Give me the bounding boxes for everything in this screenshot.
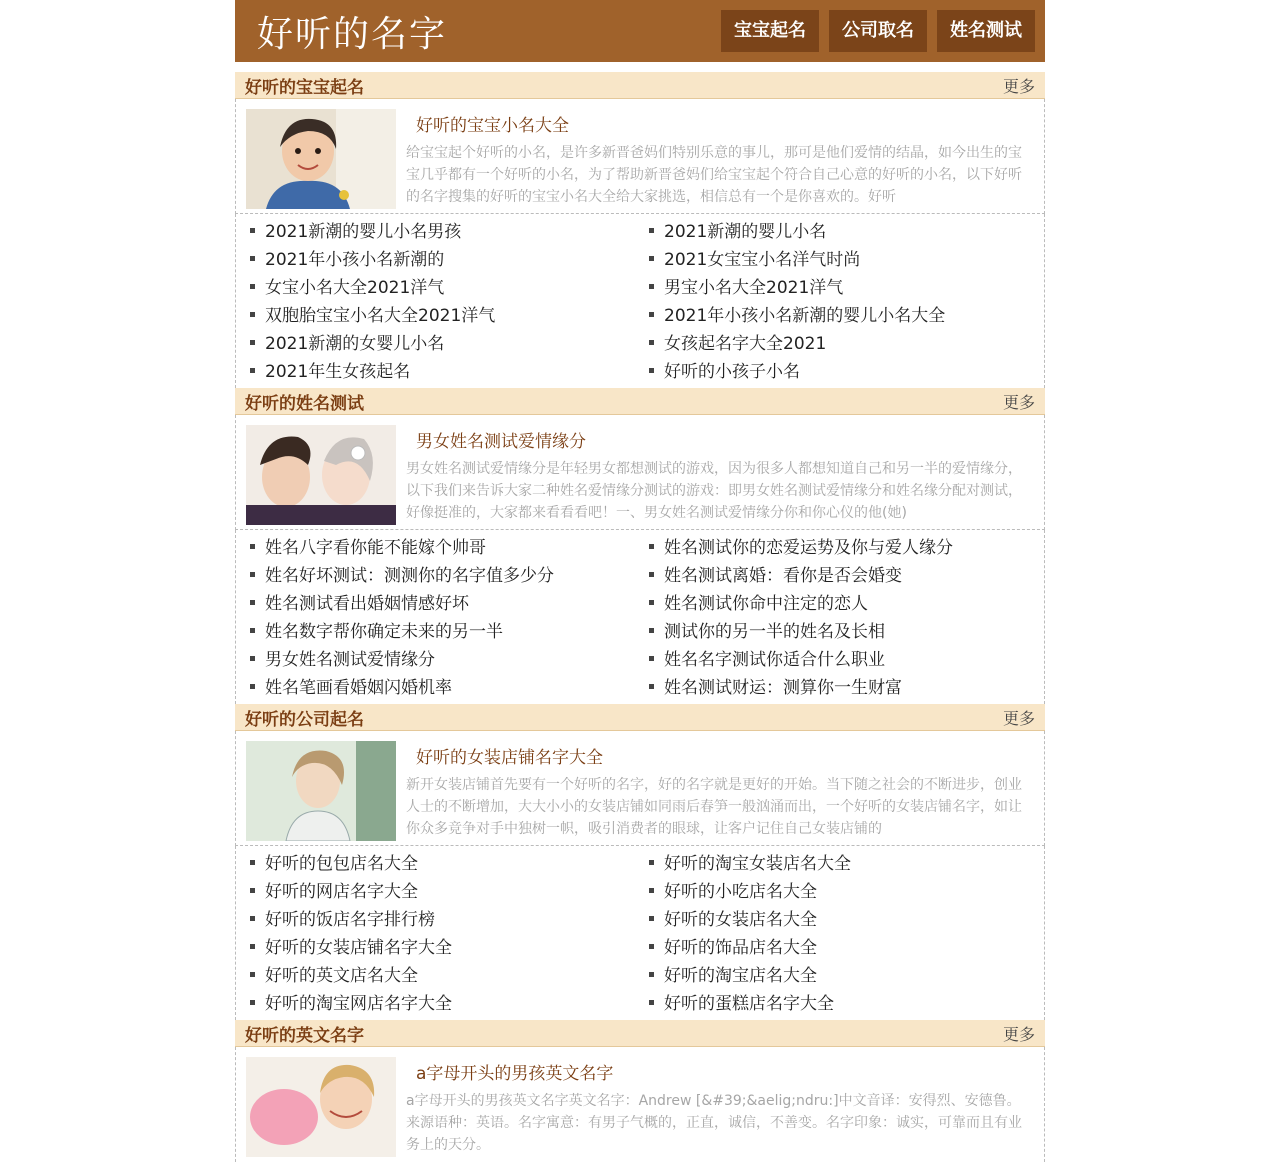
section-company-naming	[235, 704, 1045, 1020]
more-link[interactable]: 更多	[1002, 1024, 1035, 1044]
list-item[interactable]: 姓名测试看出婚姻情感好坏	[250, 590, 649, 618]
list-item[interactable]: 女宝小名大全2021洋气	[250, 274, 649, 302]
article-thumbnail[interactable]	[246, 425, 396, 525]
list-item[interactable]: 双胞胎宝宝小名大全2021洋气	[250, 302, 649, 330]
more-link[interactable]: 更多	[1002, 708, 1035, 728]
featured-article	[235, 1047, 1045, 1162]
article-summary: 新开女装店铺首先要有一个好听的名字，好的名字就是更好的开始。当下随之社会的不断进步，创业人士的不断增加，大大小小的女装店铺如同雨后春笋一般汹涌而出，一个好听的女装店铺名字，如让你众多竞争对手中独树一帜，吸引消费者的眼球，让客户记住自己女装店铺的	[406, 777, 1022, 837]
section-title: 好听的英文名字	[245, 1025, 364, 1046]
list-item[interactable]: 好听的小吃店名大全	[649, 878, 1029, 906]
list-item[interactable]: 男宝小名大全2021洋气	[649, 274, 1029, 302]
list-item[interactable]: 姓名测试财运：测算你一生财富	[649, 674, 1029, 702]
featured-article	[235, 415, 1045, 530]
section-header	[235, 388, 1045, 415]
list-item[interactable]: 2021新潮的女婴儿小名	[250, 330, 649, 358]
section-header	[235, 704, 1045, 731]
list-item[interactable]: 2021新潮的婴儿小名男孩	[250, 218, 649, 246]
list-item[interactable]: 姓名好坏测试：测测你的名字值多少分	[250, 562, 649, 590]
list-item[interactable]: 好听的蛋糕店名字大全	[649, 990, 1029, 1018]
list-item[interactable]: 2021年小孩小名新潮的婴儿小名大全	[649, 302, 1029, 330]
list-item[interactable]: 姓名笔画看婚姻闪婚机率	[250, 674, 649, 702]
list-item[interactable]: 测试你的另一半的姓名及长相	[649, 618, 1029, 646]
list-item[interactable]: 女孩起名字大全2021	[649, 330, 1029, 358]
article-thumbnail[interactable]	[246, 1057, 396, 1157]
list-item[interactable]: 姓名测试你命中注定的恋人	[649, 590, 1029, 618]
article-summary: a字母开头的男孩英文名字英文名字：Andrew [&#39;&aelig;ndru:]中文音译：安得烈、安德鲁。来源语种：英语。名字寓意：有男子气概的，正直，诚信，不善变。名字印象：诚实，可靠而且有业务上的天分。	[406, 1093, 1022, 1153]
article-body	[406, 425, 1034, 529]
list-item[interactable]: 好听的淘宝女装店名大全	[649, 850, 1029, 878]
article-body	[406, 741, 1034, 845]
main-nav	[721, 10, 1045, 52]
list-item[interactable]: 好听的饭店名字排行榜	[250, 906, 649, 934]
list-item[interactable]: 姓名测试你的恋爱运势及你与爱人缘分	[649, 534, 1029, 562]
section-title: 好听的姓名测试	[245, 393, 364, 414]
list-item[interactable]: 2021年小孩小名新潮的	[250, 246, 649, 274]
list-item[interactable]: 好听的淘宝店名大全	[649, 962, 1029, 990]
section-baby-naming	[235, 72, 1045, 388]
article-title[interactable]: 好听的宝宝小名大全	[416, 116, 569, 136]
article-thumbnail[interactable]	[246, 741, 396, 841]
article-body	[406, 109, 1034, 213]
article-link-list	[235, 214, 1045, 388]
site-header	[235, 0, 1045, 62]
article-body	[406, 1057, 1034, 1162]
section-title: 好听的公司起名	[245, 709, 364, 730]
featured-article	[235, 99, 1045, 214]
article-link-list	[235, 530, 1045, 704]
list-item[interactable]: 好听的女装店名大全	[649, 906, 1029, 934]
nav-company-naming[interactable]: 公司取名	[829, 10, 927, 52]
article-thumbnail[interactable]	[246, 109, 396, 209]
section-name-test	[235, 388, 1045, 704]
list-item[interactable]: 2021新潮的婴儿小名	[649, 218, 1029, 246]
list-item[interactable]: 姓名数字帮你确定未来的另一半	[250, 618, 649, 646]
nav-name-test[interactable]: 姓名测试	[937, 10, 1035, 52]
list-item[interactable]: 好听的饰品店名大全	[649, 934, 1029, 962]
list-item[interactable]: 姓名八字看你能不能嫁个帅哥	[250, 534, 649, 562]
list-item[interactable]: 好听的小孩子小名	[649, 358, 1029, 386]
list-item[interactable]: 2021年生女孩起名	[250, 358, 649, 386]
article-summary: 男女姓名测试爱情缘分是年轻男女都想测试的游戏，因为很多人都想知道自己和另一半的爱情缘分，以下我们来告诉大家二种姓名爱情缘分测试的游戏：即男女姓名测试爱情缘分和姓名缘分配对测试，好像挺准的，大家都来看看看吧！一、男女姓名测试爱情缘分你和你心仪的他(她)	[406, 461, 1022, 521]
more-link[interactable]: 更多	[1002, 392, 1035, 412]
featured-article	[235, 731, 1045, 846]
list-item[interactable]: 好听的淘宝网店名字大全	[250, 990, 649, 1018]
list-item[interactable]: 2021女宝宝小名洋气时尚	[649, 246, 1029, 274]
more-link[interactable]: 更多	[1002, 76, 1035, 96]
list-item[interactable]: 好听的英文店名大全	[250, 962, 649, 990]
nav-baby-naming[interactable]: 宝宝起名	[721, 10, 819, 52]
site-logo[interactable]: 好听的名字	[257, 13, 448, 55]
section-header	[235, 72, 1045, 99]
list-item[interactable]: 姓名测试离婚：看你是否会婚变	[649, 562, 1029, 590]
list-item[interactable]: 好听的包包店名大全	[250, 850, 649, 878]
section-english-names	[235, 1020, 1045, 1162]
list-item[interactable]: 好听的女装店铺名字大全	[250, 934, 649, 962]
article-title[interactable]: a字母开头的男孩英文名字	[416, 1064, 614, 1084]
article-summary: 给宝宝起个好听的小名，是许多新晋爸妈们特别乐意的事儿，那可是他们爱情的结晶，如今出生的宝宝几乎都有一个好听的小名，为了帮助新晋爸妈们给宝宝起个符合自己心意的好听的小名，以下好听的名字搜集的好听的宝宝小名大全给大家挑选，相信总有一个是你喜欢的。好听	[406, 145, 1022, 205]
article-title[interactable]: 好听的女装店铺名字大全	[416, 748, 603, 768]
section-header	[235, 1020, 1045, 1047]
list-item[interactable]: 姓名名字测试你适合什么职业	[649, 646, 1029, 674]
article-title[interactable]: 男女姓名测试爱情缘分	[416, 432, 586, 452]
page	[235, 0, 1045, 1162]
section-title: 好听的宝宝起名	[245, 77, 364, 98]
list-item[interactable]: 好听的网店名字大全	[250, 878, 649, 906]
article-link-list	[235, 846, 1045, 1020]
list-item[interactable]: 男女姓名测试爱情缘分	[250, 646, 649, 674]
